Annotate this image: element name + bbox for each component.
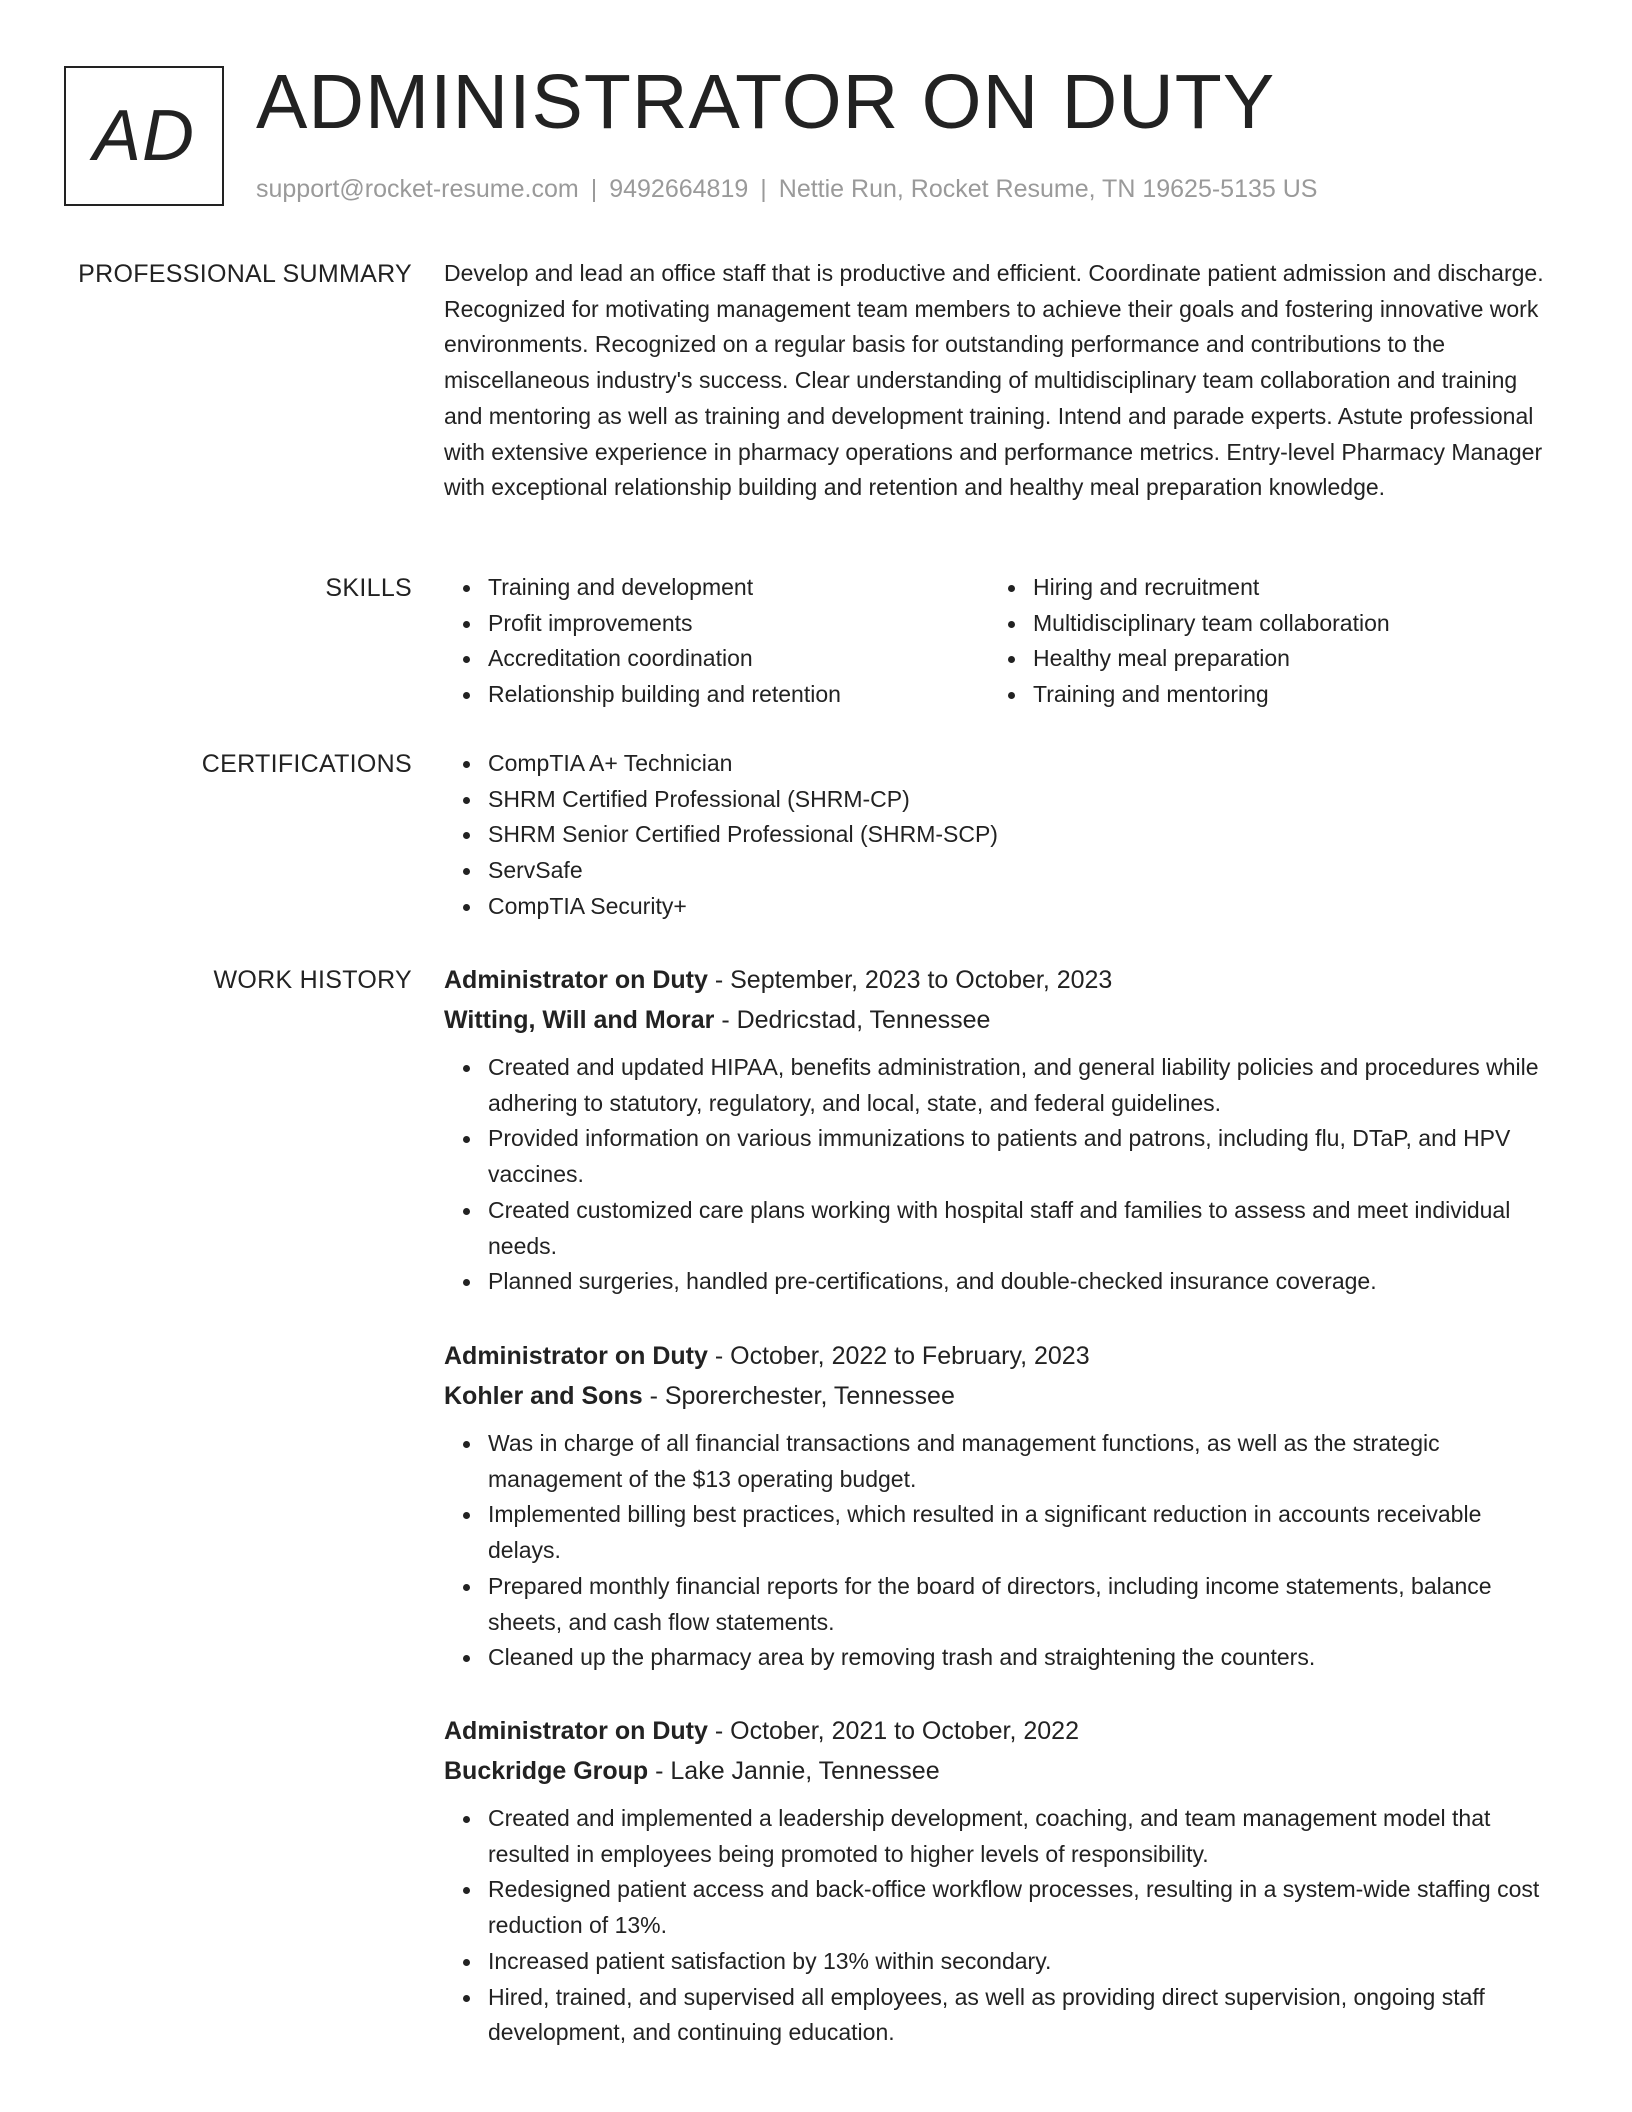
contact-separator: | [760,175,767,203]
job-bullet: Redesigned patient access and back-office workflow processes, resulting in a system-wide staffing cost reduction of 13%. [488,1872,1554,1943]
job-role: Administrator on Duty [444,1717,708,1745]
job-entry [444,1336,1554,1676]
summary-text: Develop and lead an office staff that is productive and efficient. Coordinate patient admission and discharge. Recognized for motivating management team members to achieve their goals and fostering innovative work environments. Recognized on a regular basis for outstanding performance and contributions to the miscellaneous industry's success. Clear understanding of multidisciplinary team collaboration and training and mentoring as well as training and development training. Intend and parade experts. Astute professional with extensive experience in pharmacy operations and performance metrics. Entry-level Pharmacy Manager with exceptional relationship building and retention and healthy meal preparation knowledge. [444,260,1544,501]
job-company-line [444,1376,1554,1416]
job-company: Kohler and Sons [444,1382,643,1410]
job-title-line [444,1336,1554,1376]
skill-item: Healthy meal preparation [1033,641,1534,677]
certification-item: SHRM Senior Certified Professional (SHRM-SCP) [488,817,1554,853]
job-entry [444,1711,1554,2051]
job-bullet: Cleaned up the pharmacy area by removing trash and straightening the counters. [488,1640,1554,1676]
job-company-line [444,1751,1554,1791]
skills-column-right [989,570,1534,713]
monogram-box [64,66,224,206]
skills-column-left [444,570,989,713]
skill-item: Multidisciplinary team collaboration [1033,606,1534,642]
job-bullet: Hired, trained, and supervised all employees, as well as providing direct supervision, ongoing staff development, and continuing education. [488,1980,1554,2051]
job-location: - Sporerchester, Tennessee [642,1382,955,1410]
job-bullet: Created customized care plans working with hospital staff and families to assess and meet individual needs. [488,1193,1554,1264]
certification-item: SHRM Certified Professional (SHRM-CP) [488,782,1554,818]
summary-body [444,256,1554,506]
job-bullet: Was in charge of all financial transactions and management functions, as well as the strategic management of the $13 operating budget. [488,1426,1554,1497]
skill-item: Training and development [488,570,989,606]
job-dates: - October, 2022 to February, 2023 [707,1342,1090,1370]
job-bullet: Planned surgeries, handled pre-certifications, and double-checked insurance coverage. [488,1264,1554,1300]
summary-heading: PROFESSIONAL SUMMARY [78,260,412,288]
skill-item: Relationship building and retention [488,677,989,713]
job-role: Administrator on Duty [444,966,708,994]
job-bullet: Increased patient satisfaction by 13% within secondary. [488,1944,1554,1980]
job-dates: - September, 2023 to October, 2023 [707,966,1113,994]
contact-email: support@rocket-resume.com [256,175,579,203]
skills-body [444,570,1554,713]
contact-phone: 9492664819 [609,175,749,203]
job-location: - Dedricstad, Tennessee [714,1006,991,1034]
job-company: Witting, Will and Morar [444,1006,715,1034]
contact-separator: | [590,175,598,203]
job-role: Administrator on Duty [444,1342,708,1370]
resume-name: ADMINISTRATOR ON DUTY [256,59,1276,145]
certification-item: CompTIA Security+ [488,889,1554,925]
contact-address: Nettie Run, Rocket Resume, TN 19625-5135 US [778,175,1318,203]
job-company: Buckridge Group [444,1757,649,1785]
skill-item: Training and mentoring [1033,677,1534,713]
job-bullet: Created and implemented a leadership development, coaching, and team management model that resulted in employees being promoted to higher levels of responsibility. [488,1801,1554,1872]
job-title-line [444,960,1554,1000]
skill-item: Hiring and recruitment [1033,570,1534,606]
work-history-heading: WORK HISTORY [213,966,412,994]
job-entry [444,960,1554,1300]
certification-item: CompTIA A+ Technician [488,746,1554,782]
job-bullet: Implemented billing best practices, which resulted in a significant reduction in accounts receivable delays. [488,1497,1554,1568]
certification-item: ServSafe [488,853,1554,889]
monogram-initials: AD [92,96,196,176]
certifications-heading: CERTIFICATIONS [201,750,412,778]
certifications-body [444,746,1554,925]
job-company-line [444,1000,1554,1040]
skill-item: Accreditation coordination [488,641,989,677]
skills-grid [444,570,1554,713]
job-bullet: Created and updated HIPAA, benefits administration, and general liability policies and procedures while adhering to statutory, regulatory, and local, state, and federal guidelines. [488,1050,1554,1121]
skills-heading: SKILLS [325,574,412,602]
job-bullet: Prepared monthly financial reports for the board of directors, including income statements, balance sheets, and cash flow statements. [488,1569,1554,1640]
contact-line [256,174,1317,204]
job-title-line [444,1711,1554,1751]
job-dates: - October, 2021 to October, 2022 [707,1717,1079,1745]
skill-item: Profit improvements [488,606,989,642]
job-bullet: Provided information on various immunizations to patients and patrons, including flu, DTaP, and HPV vaccines. [488,1121,1554,1192]
job-location: - Lake Jannie, Tennessee [648,1757,940,1785]
